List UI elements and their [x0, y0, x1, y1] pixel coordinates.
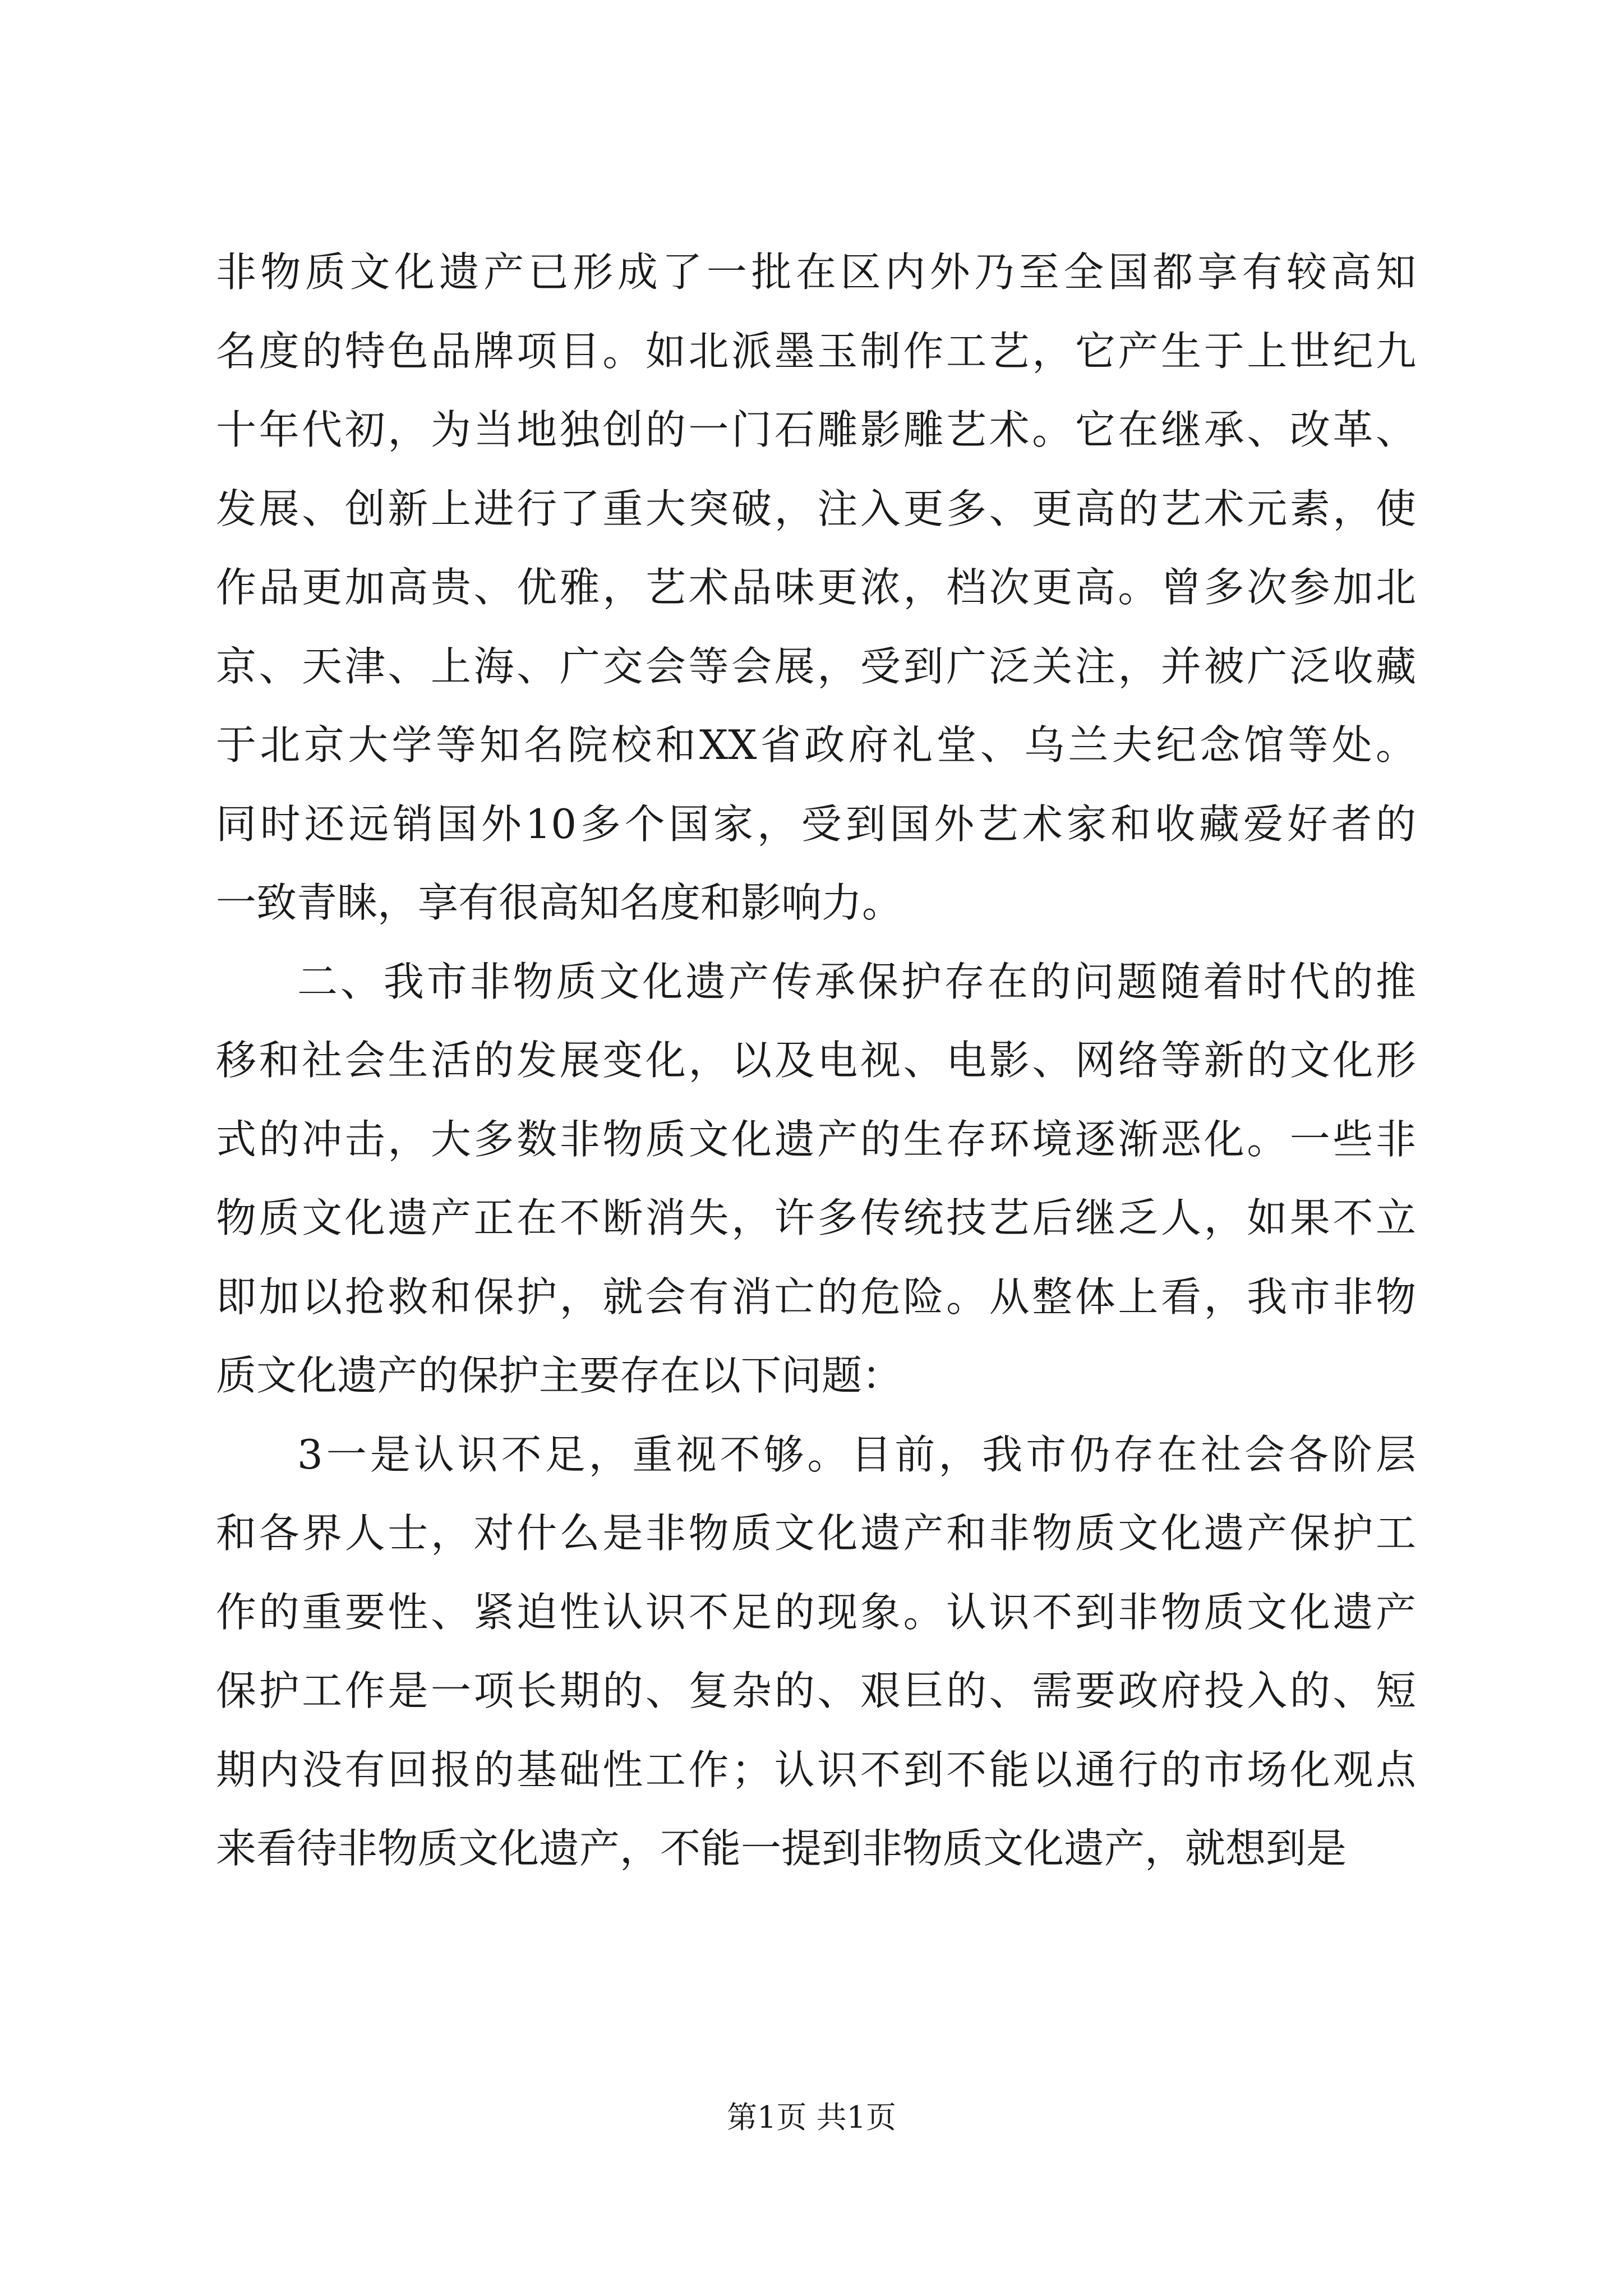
paragraph-line: 3一是认识不足，重视不够。目前，我市仍存在社会各阶层	[297, 1431, 1416, 1478]
paragraph-line: 非物质文化遗产已形成了一批在区内外乃至全国都享有较高知	[216, 249, 1416, 296]
page-footer: 第1页 共1页	[727, 2100, 896, 2135]
paragraph-line: 移和社会生活的发展变化，以及电视、电影、网络等新的文化形	[216, 1037, 1416, 1084]
paragraph-line: 名度的特色品牌项目。如北派墨玉制作工艺，它产生于上世纪九	[216, 328, 1416, 375]
paragraph-line: 京、天津、上海、广交会等会展，受到广泛关注，并被广泛收藏	[216, 643, 1416, 690]
paragraph-line: 同时还远销国外10多个国家，受到国外艺术家和收藏爱好者的	[216, 800, 1416, 848]
paragraph-line: 式的冲击，大多数非物质文化遗产的生存环境逐渐恶化。一些非	[216, 1116, 1416, 1163]
paragraph-line: 和各界人士，对什么是非物质文化遗产和非物质文化遗产保护工	[216, 1510, 1416, 1557]
paragraph-line: 期内没有回报的基础性工作；认识不到不能以通行的市场化观点	[216, 1746, 1416, 1793]
paragraph-line: 十年代初，为当地独创的一门石雕影雕艺术。它在继承、改革、	[216, 406, 1416, 453]
paragraph-line: 来看待非物质文化遗产，不能一提到非物质文化遗产，就想到是	[216, 1825, 1347, 1872]
paragraph-line: 作品更加高贵、优雅，艺术品味更浓，档次更高。曾多次参加北	[216, 564, 1416, 611]
paragraph-line: 质文化遗产的保护主要存在以下问题：	[216, 1352, 903, 1399]
paragraph-line: 二、我市非物质文化遗产传承保护存在的问题随着时代的推	[297, 958, 1416, 1005]
paragraph-line: 发展、创新上进行了重大突破，注入更多、更高的艺术元素，使	[216, 485, 1416, 532]
paragraph-line: 即加以抢救和保护，就会有消亡的危险。从整体上看，我市非物	[216, 1273, 1416, 1320]
paragraph-line: 于北京大学等知名院校和XX省政府礼堂、乌兰夫纪念馆等处。	[216, 721, 1416, 769]
paragraph-line: 作的重要性、紧迫性认识不足的现象。认识不到非物质文化遗产	[216, 1589, 1416, 1636]
paragraph-line: 一致青睐，享有很高知名度和影响力。	[216, 879, 903, 926]
paragraph-line: 保护工作是一项长期的、复杂的、艰巨的、需要政府投入的、短	[216, 1667, 1416, 1714]
paragraph-line: 物质文化遗产正在不断消失，许多传统技艺后继乏人，如果不立	[216, 1194, 1416, 1241]
